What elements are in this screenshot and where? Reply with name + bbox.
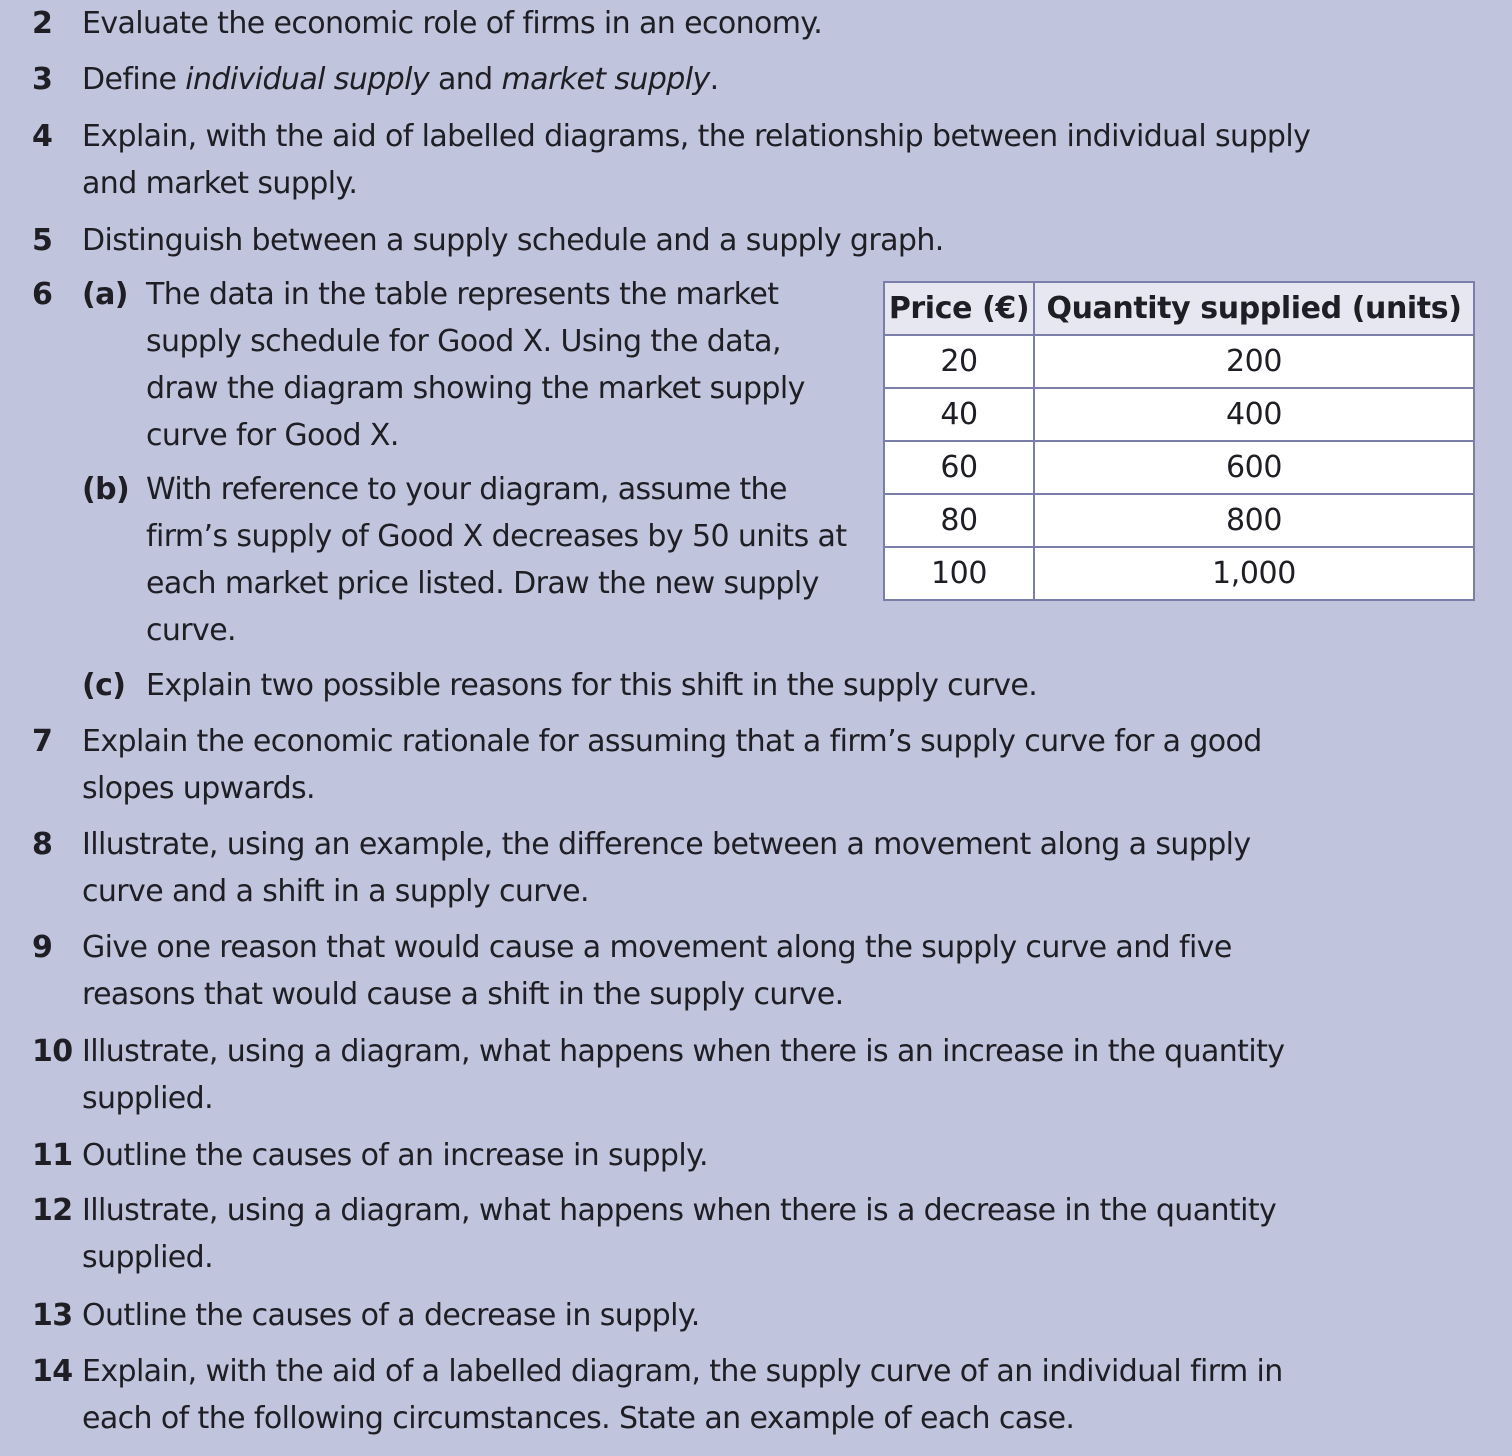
price-cell: 100: [884, 547, 1034, 600]
supply-schedule-table: [883, 281, 1475, 601]
quantity-cell: 200: [1034, 335, 1474, 388]
question-number: 3: [32, 62, 53, 97]
quantity-cell: 800: [1034, 494, 1474, 547]
subquestion-b-text: [146, 466, 847, 654]
question-text: Outline the causes of a decrease in supply.: [82, 1298, 700, 1333]
price-cell: 80: [884, 494, 1034, 547]
question-text: Evaluate the economic role of firms in an economy.: [82, 6, 823, 41]
subquestion-label-c: (c): [82, 668, 126, 703]
question-number: 5: [32, 223, 53, 258]
quantity-cell: 600: [1034, 441, 1474, 494]
text-line: With reference to your diagram, assume the: [146, 472, 787, 507]
question-number: 12: [32, 1193, 73, 1228]
table-header-row: [884, 282, 1474, 335]
question-text: [82, 1028, 1284, 1122]
text-line: slopes upwards.: [82, 771, 315, 806]
text-line: Give one reason that would cause a movement along the supply curve and five: [82, 930, 1232, 965]
emphasis-market-supply: market supply: [501, 62, 710, 97]
column-header-quantity: Quantity supplied (units): [1034, 282, 1474, 335]
text-line: and market supply.: [82, 166, 358, 201]
subquestion-label-a: (a): [82, 277, 128, 312]
table-row: [884, 388, 1474, 441]
question-number: 14: [32, 1354, 73, 1389]
text-line: firm’s supply of Good X decreases by 50 units at: [146, 519, 847, 554]
text-line: supplied.: [82, 1240, 214, 1275]
emphasis-individual-supply: individual supply: [185, 62, 430, 97]
question-text: [82, 821, 1251, 915]
subquestion-c-text: Explain two possible reasons for this shift in the supply curve.: [146, 668, 1038, 703]
table-row: [884, 335, 1474, 388]
question-number: 11: [32, 1138, 73, 1173]
question-text: [82, 56, 719, 103]
question-number: 4: [32, 119, 53, 154]
question-text: [82, 1187, 1276, 1281]
column-header-price: Price (€): [884, 282, 1034, 335]
question-number: 6: [32, 277, 53, 312]
text-line: curve and a shift in a supply curve.: [82, 874, 589, 909]
question-text: Outline the causes of an increase in supply.: [82, 1138, 708, 1173]
question-number: 7: [32, 724, 53, 759]
question-text: Distinguish between a supply schedule and a supply graph.: [82, 223, 944, 258]
question-number: 2: [32, 6, 53, 41]
price-cell: 40: [884, 388, 1034, 441]
text-line: Illustrate, using a diagram, what happens when there is an increase in the quantity: [82, 1034, 1285, 1069]
text-line: supply schedule for Good X. Using the data,: [146, 324, 781, 359]
question-text: [82, 1348, 1283, 1442]
text-line: curve for Good X.: [146, 418, 399, 453]
text-line: each of the following circumstances. State an example of each case.: [82, 1401, 1075, 1436]
text-line: The data in the table represents the market: [146, 277, 779, 312]
price-cell: 60: [884, 441, 1034, 494]
question-number: 9: [32, 930, 53, 965]
text-line: Illustrate, using a diagram, what happens when there is a decrease in the quantity: [82, 1193, 1277, 1228]
table-row: [884, 547, 1474, 600]
text-line: supplied.: [82, 1081, 214, 1116]
price-cell: 20: [884, 335, 1034, 388]
text-line: Explain the economic rationale for assuming that a firm’s supply curve for a good: [82, 724, 1262, 759]
text-line: Explain, with the aid of labelled diagrams, the relationship between individual supply: [82, 119, 1311, 154]
text-fragment: .: [709, 62, 719, 97]
table-row: [884, 441, 1474, 494]
question-text: [82, 718, 1262, 812]
table-row: [884, 494, 1474, 547]
text-fragment: Define: [82, 62, 186, 97]
question-number: 10: [32, 1034, 73, 1069]
quantity-cell: 400: [1034, 388, 1474, 441]
question-text: [82, 924, 1232, 1018]
subquestion-label-b: (b): [82, 472, 130, 507]
subquestion-a-text: [146, 271, 805, 459]
text-line: curve.: [146, 613, 236, 648]
question-number: 8: [32, 827, 53, 862]
text-line: draw the diagram showing the market supply: [146, 371, 805, 406]
question-text: [82, 113, 1310, 207]
text-line: Explain, with the aid of a labelled diagram, the supply curve of an individual firm in: [82, 1354, 1283, 1389]
quantity-cell: 1,000: [1034, 547, 1474, 600]
text-line: Illustrate, using an example, the difference between a movement along a supply: [82, 827, 1251, 862]
text-line: reasons that would cause a shift in the supply curve.: [82, 977, 844, 1012]
question-number: 13: [32, 1298, 73, 1333]
text-line: each market price listed. Draw the new supply: [146, 566, 819, 601]
text-fragment: and: [429, 62, 502, 97]
